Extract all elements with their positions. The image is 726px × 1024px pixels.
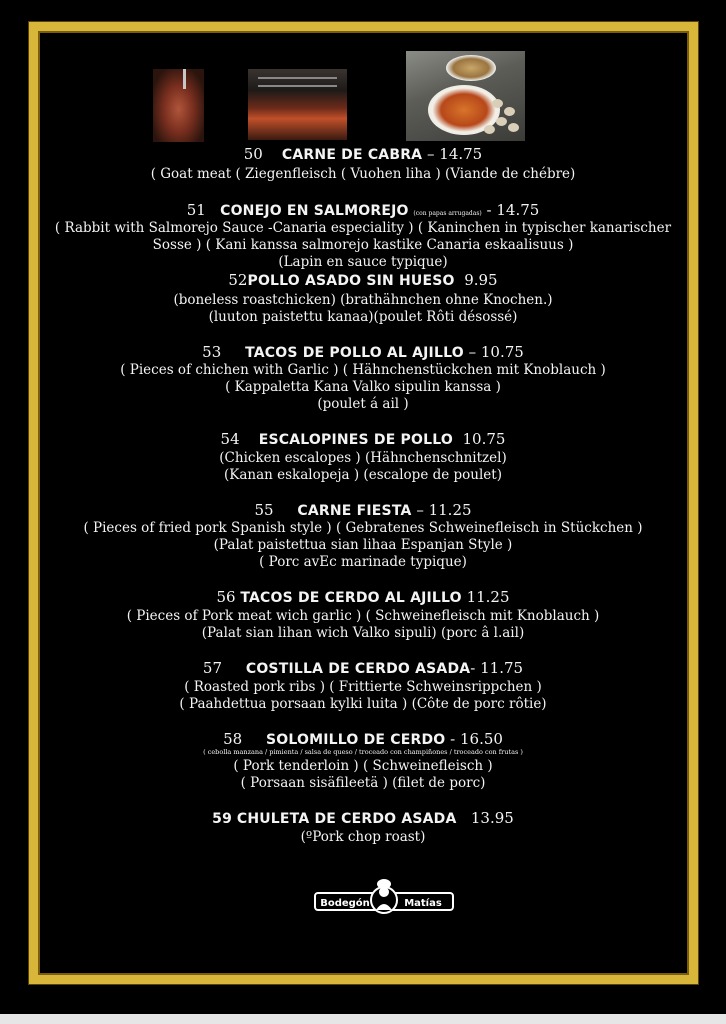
dish-59-desc-1: (ºPork chop roast) (300, 829, 426, 845)
dish-58-heading: 58 SOLOMILLO DE CERDO - 16.50 (223, 730, 503, 748)
dish-58-desc-2: ( Porsaan sisäfileetä ) (filet de porc) (240, 775, 486, 791)
dish-52-heading: 52POLLO ASADO SIN HUESO 9.95 (228, 271, 498, 289)
dish-56-desc-2: (Palat sian lihan wich Valko sipuli) (porc â l.ail) (201, 625, 525, 641)
dish-name: CARNE FIESTA (297, 503, 412, 519)
dish-57-desc-2: ( Paahdettua porsaan kylki luita ) (Côte de porc rôtie) (179, 696, 547, 712)
dish-51-desc-2: Sosse ) ( Kani kanssa salmorejo kastike Canaria eskaalisuus ) (152, 237, 574, 253)
dish-name: CONEJO EN SALMOREJO (220, 203, 409, 219)
dish-name: TACOS DE CERDO AL AJILLO (240, 590, 462, 606)
dish-54-desc-2: (Kanan eskalopeja ) (escalope de poulet) (224, 467, 502, 483)
logo-text-right: Matías (392, 892, 454, 911)
dish-59-heading: 59 CHULETA DE CERDO ASADA 13.95 (212, 809, 514, 827)
dish-name: SOLOMILLO DE CERDO (266, 732, 446, 748)
dish-56-desc-1: ( Pieces of Pork meat wich garlic ) ( Schweinefleisch mit Knoblauch ) (126, 608, 600, 624)
dish-name: POLLO ASADO SIN HUESO (247, 273, 455, 289)
grilled-meat-photo (153, 69, 204, 142)
dish-54-heading: 54 ESCALOPINES DE POLLO 10.75 (220, 430, 506, 448)
dish-57-heading: 57 COSTILLA DE CERDO ASADA- 11.75 (202, 659, 524, 677)
dish-name: CHULETA DE CERDO ASADA (236, 811, 457, 827)
bottom-strip (0, 1014, 726, 1024)
dish-54-desc-1: (Chicken escalopes ) (Hähnchenschnitzel) (219, 450, 507, 466)
dish-52-desc-1: (boneless roastchicken) (brathähnchen ohne Knochen.) (173, 292, 553, 308)
dish-name: COSTILLA DE CERDO ASADA (245, 661, 471, 677)
dish-50-desc: ( Goat meat ( Ziegenfleisch ( Vuohen liha ) (Viande de chébre) (150, 166, 576, 182)
dish-55-desc-2: (Palat paistettua sian lihaa Espanjan Style ) (213, 537, 513, 553)
goat-dish-photo (406, 51, 525, 141)
dish-52-desc-2: (luuton paistettu kanaa)(poulet Rôti désossé) (208, 309, 518, 325)
chef-emblem-icon (370, 878, 398, 916)
dish-55-desc-1: ( Pieces of fried pork Spanish style ) ( Gebratenes Schweinefleisch in Stückchen ) (83, 520, 643, 536)
dish-53-heading: 53 TACOS DE POLLO AL AJILLO – 10.75 (202, 343, 524, 361)
dish-name: TACOS DE POLLO AL AJILLO (245, 345, 464, 361)
dish-name: CARNE DE CABRA (281, 147, 423, 163)
dish-56-heading: 56 TACOS DE CERDO AL AJILLO 11.25 (216, 588, 510, 606)
dish-55-desc-3: ( Porc avEc marinade typique) (259, 554, 467, 570)
dish-50-heading: 50 CARNE DE CABRA – 14.75 (243, 145, 483, 163)
logo-text-left: Bodegón (314, 892, 376, 911)
dish-58-note: ( cebolla manzana / pimienta / salsa de queso / troceado con champiñones / troceado con frutas ) (203, 748, 523, 756)
dish-51-heading: 51 CONEJO EN SALMOREJO (con papas arrugadas) - 14.75 (186, 201, 540, 219)
grill-photo (248, 69, 347, 140)
dish-53-desc-1: ( Pieces of chichen with Garlic ) ( Hähnchenstückchen mit Knoblauch ) (120, 362, 606, 378)
restaurant-logo (314, 878, 454, 916)
fork-icon (183, 69, 186, 89)
dish-57-desc-1: ( Roasted pork ribs ) ( Frittierte Schweinsrippchen ) (184, 679, 542, 695)
dish-55-heading: 55 CARNE FIESTA – 11.25 (254, 501, 472, 519)
dish-53-desc-3: (poulet á ail ) (317, 396, 409, 412)
dish-name: ESCALOPINES DE POLLO (258, 432, 453, 448)
dish-53-desc-2: ( Kappaletta Kana Valko sipulin kanssa ) (225, 379, 501, 395)
dish-number: 59 (212, 811, 233, 827)
dish-58-desc-1: ( Pork tenderloin ) ( Schweinefleisch ) (233, 758, 493, 774)
dish-51-desc-1: ( Rabbit with Salmorejo Sauce -Canaria especiality ) ( Kaninchen in typischer kanarischer (54, 220, 672, 236)
dish-51-desc-3: (Lapin en sauce typique) (278, 254, 448, 270)
